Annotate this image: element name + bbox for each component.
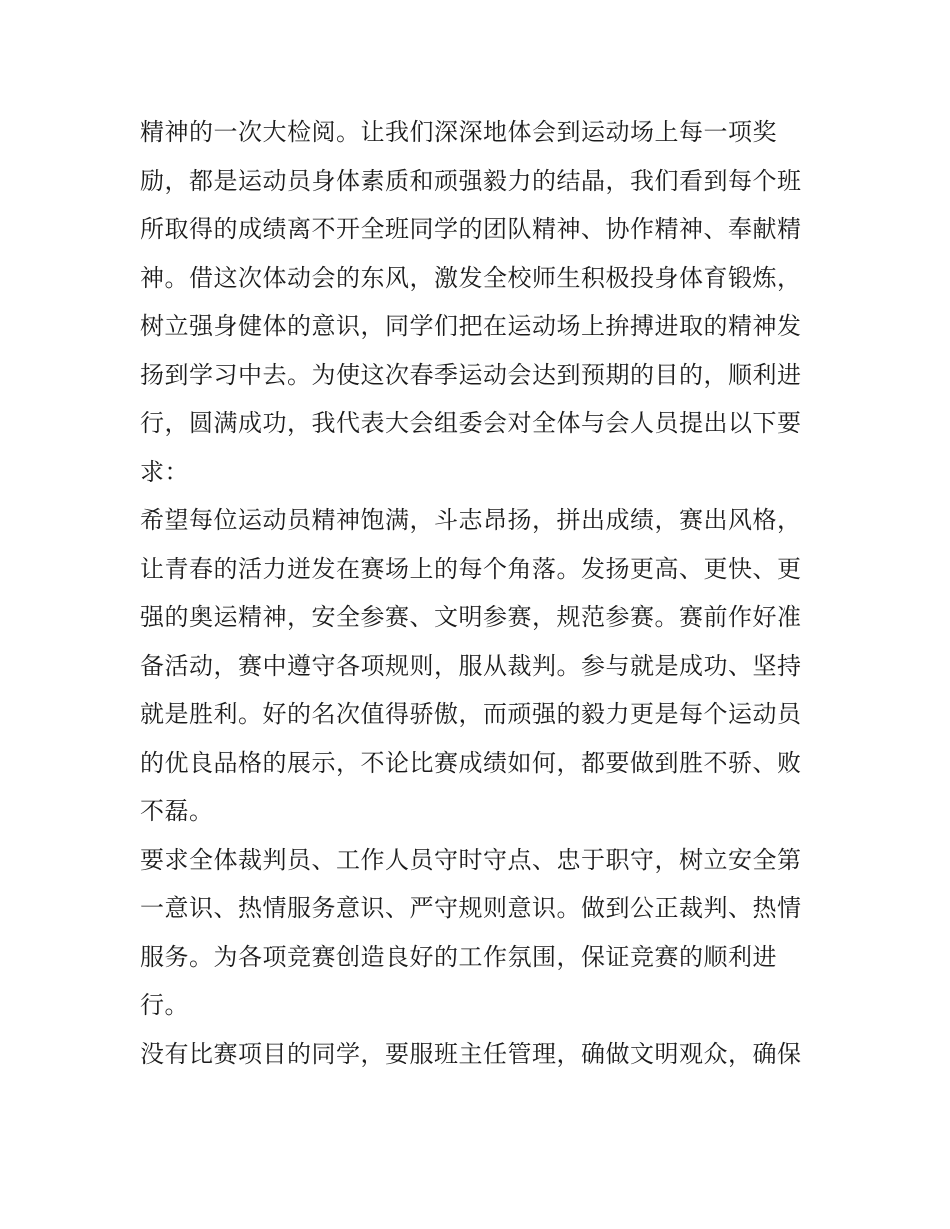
document-body: [140, 108, 820, 1078]
text-line: 行。: [140, 991, 189, 1019]
text-line: 要求全体裁判员、工作人员守时守点、忠于职守，树立安全第: [140, 845, 802, 874]
text-line: 精神的一次大检阅。让我们深深地体会到运动场上每一项奖: [140, 118, 777, 146]
text-line: 让青春的活力迸发在赛场上的每个角落。发扬更高、更快、更: [140, 554, 802, 583]
text-line: 求：: [140, 457, 189, 486]
text-line: 服务。为各项竞赛创造良好的工作氛围，保证竞赛的顺利进: [140, 942, 777, 971]
text-line: 的优良品格的展示，不论比赛成绩如何，都要做到胜不骄、败: [140, 748, 802, 777]
text-line: 树立强身健体的意识，同学们把在运动场上拚搏进取的精神发: [140, 312, 802, 340]
text-line: 强的奥运精神，安全参赛、文明参赛，规范参赛。赛前作好准: [140, 603, 802, 631]
text-line: 希望每位运动员精神饱满，斗志昂扬，拼出成绩，赛出风格，: [140, 506, 802, 534]
text-line: 扬到学习中去。为使这次春季运动会达到预期的目的，顺利进: [140, 360, 802, 389]
text-line: 就是胜利。好的名次值得骄傲，而顽强的毅力更是每个运动员: [140, 700, 802, 728]
text-line: 行，圆满成功，我代表大会组委会对全体与会人员提出以下要: [140, 409, 802, 437]
text-line: 励，都是运动员身体素质和顽强毅力的结晶，我们看到每个班: [140, 166, 802, 195]
text-line: 一意识、热情服务意识、严守规则意识。做到公正裁判、热情: [140, 894, 802, 922]
text-line: 神。借这次体动会的东风，激发全校师生积极投身体育锻炼，: [140, 263, 802, 292]
text-line: 不磊。: [140, 797, 214, 825]
text-line: 所取得的成绩离不开全班同学的团队精神、协作精神、奉献精: [140, 215, 802, 243]
text-line: 没有比赛项目的同学，要服班主任管理，确做文明观众，确保: [140, 1039, 802, 1068]
text-line: 备活动，赛中遵守各项规则，服从裁判。参与就是成功、坚持: [140, 651, 802, 680]
